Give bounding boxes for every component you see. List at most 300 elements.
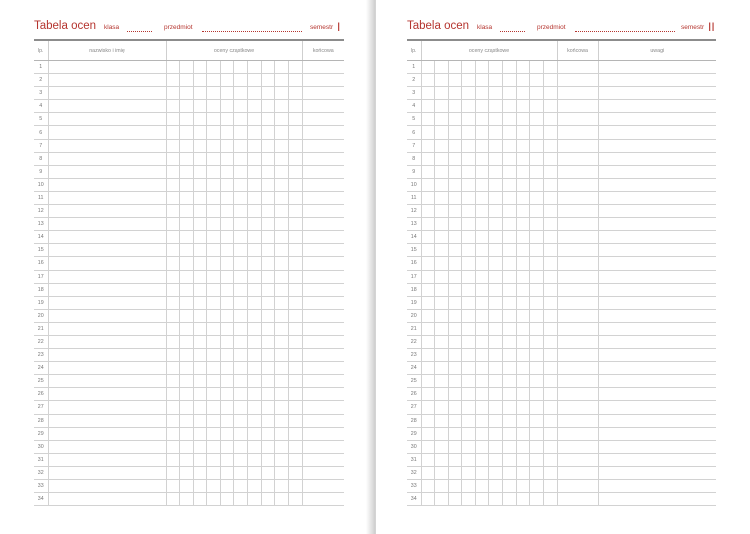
entry-cell[interactable]	[288, 335, 302, 348]
entry-cell[interactable]	[288, 309, 302, 322]
entry-cell[interactable]	[448, 257, 462, 270]
entry-cell[interactable]	[462, 257, 476, 270]
entry-cell[interactable]	[248, 244, 262, 257]
entry-cell[interactable]	[421, 61, 435, 74]
entry-cell[interactable]	[193, 322, 207, 335]
entry-cell[interactable]	[166, 178, 180, 191]
entry-cell[interactable]	[180, 427, 194, 440]
entry-cell[interactable]	[207, 427, 221, 440]
entry-cell[interactable]	[557, 440, 598, 453]
entry-cell[interactable]	[248, 440, 262, 453]
entry-cell[interactable]	[598, 126, 716, 139]
entry-cell[interactable]	[435, 296, 449, 309]
entry-cell[interactable]	[543, 178, 557, 191]
entry-cell[interactable]	[448, 113, 462, 126]
entry-cell[interactable]	[220, 309, 234, 322]
entry-cell[interactable]	[503, 61, 517, 74]
entry-cell[interactable]	[275, 244, 289, 257]
entry-cell[interactable]	[288, 493, 302, 506]
entry-cell[interactable]	[503, 270, 517, 283]
entry-cell[interactable]	[180, 283, 194, 296]
entry-cell[interactable]	[421, 349, 435, 362]
entry-cell[interactable]	[248, 349, 262, 362]
entry-cell[interactable]	[261, 335, 275, 348]
entry-cell[interactable]	[421, 218, 435, 231]
entry-cell[interactable]	[462, 113, 476, 126]
entry-cell[interactable]	[166, 74, 180, 87]
entry-cell[interactable]	[503, 283, 517, 296]
entry-cell[interactable]	[288, 165, 302, 178]
entry-cell[interactable]	[234, 466, 248, 479]
entry-cell[interactable]	[48, 309, 166, 322]
entry-cell[interactable]	[489, 100, 503, 113]
entry-cell[interactable]	[166, 349, 180, 362]
entry-cell[interactable]	[475, 414, 489, 427]
entry-cell[interactable]	[302, 244, 344, 257]
entry-cell[interactable]	[598, 480, 716, 493]
entry-cell[interactable]	[48, 218, 166, 231]
entry-cell[interactable]	[598, 401, 716, 414]
entry-cell[interactable]	[543, 309, 557, 322]
entry-cell[interactable]	[516, 309, 530, 322]
entry-cell[interactable]	[275, 296, 289, 309]
entry-cell[interactable]	[180, 231, 194, 244]
entry-cell[interactable]	[48, 113, 166, 126]
entry-cell[interactable]	[234, 257, 248, 270]
entry-cell[interactable]	[234, 296, 248, 309]
entry-cell[interactable]	[530, 349, 544, 362]
entry-cell[interactable]	[448, 283, 462, 296]
entry-cell[interactable]	[475, 362, 489, 375]
entry-cell[interactable]	[530, 335, 544, 348]
entry-cell[interactable]	[489, 440, 503, 453]
entry-cell[interactable]	[248, 427, 262, 440]
entry-cell[interactable]	[516, 126, 530, 139]
entry-cell[interactable]	[516, 414, 530, 427]
entry-cell[interactable]	[462, 453, 476, 466]
entry-cell[interactable]	[543, 113, 557, 126]
entry-cell[interactable]	[166, 61, 180, 74]
entry-cell[interactable]	[220, 178, 234, 191]
entry-cell[interactable]	[421, 335, 435, 348]
entry-cell[interactable]	[475, 205, 489, 218]
entry-cell[interactable]	[448, 493, 462, 506]
entry-cell[interactable]	[248, 375, 262, 388]
entry-cell[interactable]	[489, 296, 503, 309]
entry-cell[interactable]	[530, 74, 544, 87]
entry-cell[interactable]	[275, 205, 289, 218]
entry-cell[interactable]	[275, 191, 289, 204]
entry-cell[interactable]	[275, 335, 289, 348]
entry-cell[interactable]	[489, 74, 503, 87]
entry-cell[interactable]	[220, 61, 234, 74]
entry-cell[interactable]	[516, 440, 530, 453]
entry-cell[interactable]	[180, 375, 194, 388]
entry-cell[interactable]	[557, 244, 598, 257]
entry-cell[interactable]	[180, 270, 194, 283]
entry-cell[interactable]	[220, 453, 234, 466]
entry-cell[interactable]	[220, 388, 234, 401]
entry-cell[interactable]	[207, 257, 221, 270]
entry-cell[interactable]	[516, 191, 530, 204]
entry-cell[interactable]	[261, 349, 275, 362]
entry-cell[interactable]	[193, 283, 207, 296]
entry-cell[interactable]	[530, 480, 544, 493]
entry-cell[interactable]	[448, 362, 462, 375]
entry-cell[interactable]	[275, 231, 289, 244]
entry-cell[interactable]	[248, 453, 262, 466]
entry-cell[interactable]	[530, 152, 544, 165]
entry-cell[interactable]	[503, 362, 517, 375]
entry-cell[interactable]	[248, 152, 262, 165]
entry-cell[interactable]	[207, 480, 221, 493]
entry-cell[interactable]	[166, 126, 180, 139]
entry-cell[interactable]	[516, 231, 530, 244]
entry-cell[interactable]	[302, 453, 344, 466]
entry-cell[interactable]	[598, 388, 716, 401]
entry-cell[interactable]	[275, 322, 289, 335]
entry-cell[interactable]	[421, 139, 435, 152]
entry-cell[interactable]	[598, 375, 716, 388]
entry-cell[interactable]	[475, 244, 489, 257]
entry-cell[interactable]	[275, 388, 289, 401]
entry-cell[interactable]	[421, 74, 435, 87]
entry-cell[interactable]	[421, 113, 435, 126]
entry-cell[interactable]	[220, 375, 234, 388]
entry-cell[interactable]	[302, 152, 344, 165]
entry-cell[interactable]	[166, 375, 180, 388]
entry-cell[interactable]	[193, 87, 207, 100]
entry-cell[interactable]	[421, 178, 435, 191]
entry-cell[interactable]	[234, 401, 248, 414]
entry-cell[interactable]	[166, 322, 180, 335]
entry-cell[interactable]	[288, 440, 302, 453]
entry-cell[interactable]	[543, 375, 557, 388]
entry-cell[interactable]	[234, 113, 248, 126]
entry-cell[interactable]	[261, 100, 275, 113]
entry-cell[interactable]	[234, 362, 248, 375]
entry-cell[interactable]	[448, 270, 462, 283]
entry-cell[interactable]	[530, 244, 544, 257]
entry-cell[interactable]	[475, 139, 489, 152]
entry-cell[interactable]	[275, 257, 289, 270]
entry-cell[interactable]	[48, 139, 166, 152]
entry-cell[interactable]	[557, 362, 598, 375]
entry-cell[interactable]	[48, 480, 166, 493]
entry-cell[interactable]	[180, 152, 194, 165]
entry-cell[interactable]	[288, 231, 302, 244]
entry-cell[interactable]	[475, 257, 489, 270]
entry-cell[interactable]	[435, 126, 449, 139]
entry-cell[interactable]	[261, 61, 275, 74]
entry-cell[interactable]	[598, 87, 716, 100]
entry-cell[interactable]	[530, 270, 544, 283]
entry-cell[interactable]	[248, 401, 262, 414]
entry-cell[interactable]	[193, 335, 207, 348]
entry-cell[interactable]	[166, 493, 180, 506]
entry-cell[interactable]	[448, 466, 462, 479]
entry-cell[interactable]	[435, 100, 449, 113]
entry-cell[interactable]	[220, 414, 234, 427]
entry-cell[interactable]	[475, 152, 489, 165]
entry-cell[interactable]	[220, 335, 234, 348]
entry-cell[interactable]	[220, 270, 234, 283]
entry-cell[interactable]	[261, 375, 275, 388]
entry-cell[interactable]	[421, 493, 435, 506]
entry-cell[interactable]	[557, 480, 598, 493]
entry-cell[interactable]	[435, 205, 449, 218]
entry-cell[interactable]	[557, 270, 598, 283]
entry-cell[interactable]	[193, 401, 207, 414]
entry-cell[interactable]	[275, 349, 289, 362]
entry-cell[interactable]	[248, 218, 262, 231]
entry-cell[interactable]	[180, 440, 194, 453]
entry-cell[interactable]	[261, 231, 275, 244]
entry-cell[interactable]	[448, 126, 462, 139]
entry-cell[interactable]	[503, 126, 517, 139]
entry-cell[interactable]	[435, 466, 449, 479]
entry-cell[interactable]	[180, 191, 194, 204]
entry-cell[interactable]	[489, 362, 503, 375]
entry-cell[interactable]	[448, 87, 462, 100]
entry-cell[interactable]	[261, 427, 275, 440]
entry-cell[interactable]	[475, 440, 489, 453]
entry-cell[interactable]	[48, 178, 166, 191]
entry-cell[interactable]	[234, 165, 248, 178]
entry-cell[interactable]	[448, 152, 462, 165]
entry-cell[interactable]	[207, 362, 221, 375]
entry-cell[interactable]	[489, 375, 503, 388]
entry-cell[interactable]	[275, 309, 289, 322]
entry-cell[interactable]	[489, 87, 503, 100]
entry-cell[interactable]	[557, 453, 598, 466]
entry-cell[interactable]	[234, 388, 248, 401]
entry-cell[interactable]	[220, 205, 234, 218]
entry-cell[interactable]	[503, 191, 517, 204]
entry-cell[interactable]	[288, 152, 302, 165]
entry-cell[interactable]	[530, 388, 544, 401]
entry-cell[interactable]	[489, 309, 503, 322]
entry-cell[interactable]	[248, 335, 262, 348]
entry-cell[interactable]	[489, 427, 503, 440]
entry-cell[interactable]	[462, 244, 476, 257]
entry-cell[interactable]	[180, 466, 194, 479]
entry-cell[interactable]	[207, 113, 221, 126]
entry-cell[interactable]	[462, 270, 476, 283]
entry-cell[interactable]	[48, 191, 166, 204]
entry-cell[interactable]	[475, 283, 489, 296]
entry-cell[interactable]	[598, 309, 716, 322]
entry-cell[interactable]	[448, 335, 462, 348]
entry-cell[interactable]	[435, 87, 449, 100]
entry-cell[interactable]	[193, 152, 207, 165]
entry-cell[interactable]	[180, 453, 194, 466]
entry-cell[interactable]	[220, 440, 234, 453]
entry-cell[interactable]	[421, 152, 435, 165]
entry-cell[interactable]	[598, 440, 716, 453]
entry-cell[interactable]	[248, 113, 262, 126]
entry-cell[interactable]	[166, 191, 180, 204]
entry-cell[interactable]	[288, 257, 302, 270]
entry-cell[interactable]	[48, 375, 166, 388]
entry-cell[interactable]	[475, 493, 489, 506]
entry-cell[interactable]	[489, 126, 503, 139]
entry-cell[interactable]	[543, 87, 557, 100]
entry-cell[interactable]	[516, 74, 530, 87]
entry-cell[interactable]	[48, 335, 166, 348]
entry-cell[interactable]	[543, 257, 557, 270]
entry-cell[interactable]	[475, 270, 489, 283]
entry-cell[interactable]	[475, 113, 489, 126]
entry-cell[interactable]	[462, 362, 476, 375]
entry-cell[interactable]	[302, 205, 344, 218]
entry-cell[interactable]	[193, 493, 207, 506]
entry-cell[interactable]	[543, 493, 557, 506]
entry-cell[interactable]	[503, 87, 517, 100]
entry-cell[interactable]	[503, 349, 517, 362]
entry-cell[interactable]	[530, 100, 544, 113]
entry-cell[interactable]	[275, 440, 289, 453]
entry-cell[interactable]	[557, 152, 598, 165]
entry-cell[interactable]	[462, 231, 476, 244]
entry-cell[interactable]	[180, 388, 194, 401]
entry-cell[interactable]	[530, 453, 544, 466]
entry-cell[interactable]	[543, 165, 557, 178]
entry-cell[interactable]	[193, 178, 207, 191]
entry-cell[interactable]	[530, 205, 544, 218]
entry-cell[interactable]	[166, 139, 180, 152]
entry-cell[interactable]	[193, 205, 207, 218]
entry-cell[interactable]	[475, 87, 489, 100]
entry-cell[interactable]	[475, 191, 489, 204]
entry-cell[interactable]	[275, 453, 289, 466]
entry-cell[interactable]	[543, 100, 557, 113]
entry-cell[interactable]	[489, 231, 503, 244]
entry-cell[interactable]	[503, 440, 517, 453]
entry-cell[interactable]	[598, 453, 716, 466]
entry-cell[interactable]	[557, 218, 598, 231]
entry-cell[interactable]	[166, 427, 180, 440]
entry-cell[interactable]	[207, 375, 221, 388]
entry-cell[interactable]	[516, 165, 530, 178]
entry-cell[interactable]	[530, 139, 544, 152]
entry-cell[interactable]	[234, 152, 248, 165]
entry-cell[interactable]	[166, 401, 180, 414]
entry-cell[interactable]	[234, 126, 248, 139]
entry-cell[interactable]	[448, 309, 462, 322]
entry-cell[interactable]	[503, 335, 517, 348]
entry-cell[interactable]	[462, 414, 476, 427]
entry-cell[interactable]	[462, 401, 476, 414]
entry-cell[interactable]	[248, 480, 262, 493]
entry-cell[interactable]	[48, 296, 166, 309]
entry-cell[interactable]	[543, 440, 557, 453]
entry-cell[interactable]	[180, 349, 194, 362]
entry-cell[interactable]	[503, 205, 517, 218]
entry-cell[interactable]	[207, 414, 221, 427]
entry-cell[interactable]	[516, 113, 530, 126]
entry-cell[interactable]	[462, 74, 476, 87]
entry-cell[interactable]	[275, 270, 289, 283]
entry-cell[interactable]	[193, 440, 207, 453]
entry-cell[interactable]	[207, 218, 221, 231]
entry-cell[interactable]	[543, 466, 557, 479]
entry-cell[interactable]	[234, 283, 248, 296]
entry-cell[interactable]	[435, 74, 449, 87]
entry-cell[interactable]	[557, 165, 598, 178]
entry-cell[interactable]	[234, 480, 248, 493]
entry-cell[interactable]	[598, 178, 716, 191]
entry-cell[interactable]	[503, 375, 517, 388]
entry-cell[interactable]	[166, 296, 180, 309]
entry-cell[interactable]	[220, 87, 234, 100]
entry-cell[interactable]	[435, 139, 449, 152]
entry-cell[interactable]	[462, 440, 476, 453]
entry-cell[interactable]	[220, 401, 234, 414]
entry-cell[interactable]	[193, 453, 207, 466]
entry-cell[interactable]	[248, 309, 262, 322]
entry-cell[interactable]	[220, 362, 234, 375]
entry-cell[interactable]	[193, 113, 207, 126]
entry-cell[interactable]	[489, 113, 503, 126]
entry-cell[interactable]	[48, 283, 166, 296]
entry-cell[interactable]	[166, 414, 180, 427]
entry-cell[interactable]	[275, 283, 289, 296]
entry-cell[interactable]	[234, 349, 248, 362]
entry-cell[interactable]	[421, 480, 435, 493]
entry-cell[interactable]	[462, 296, 476, 309]
entry-cell[interactable]	[475, 322, 489, 335]
entry-cell[interactable]	[193, 61, 207, 74]
entry-cell[interactable]	[302, 165, 344, 178]
entry-cell[interactable]	[516, 375, 530, 388]
entry-cell[interactable]	[598, 231, 716, 244]
entry-cell[interactable]	[543, 322, 557, 335]
entry-cell[interactable]	[180, 205, 194, 218]
entry-cell[interactable]	[193, 296, 207, 309]
entry-cell[interactable]	[516, 335, 530, 348]
entry-cell[interactable]	[557, 335, 598, 348]
entry-cell[interactable]	[275, 139, 289, 152]
entry-cell[interactable]	[248, 139, 262, 152]
entry-cell[interactable]	[598, 74, 716, 87]
entry-cell[interactable]	[275, 218, 289, 231]
entry-cell[interactable]	[180, 218, 194, 231]
entry-cell[interactable]	[220, 349, 234, 362]
entry-cell[interactable]	[220, 74, 234, 87]
entry-cell[interactable]	[288, 113, 302, 126]
entry-cell[interactable]	[302, 349, 344, 362]
entry-cell[interactable]	[435, 61, 449, 74]
entry-cell[interactable]	[234, 191, 248, 204]
entry-cell[interactable]	[302, 270, 344, 283]
entry-cell[interactable]	[166, 113, 180, 126]
entry-cell[interactable]	[234, 440, 248, 453]
entry-cell[interactable]	[543, 362, 557, 375]
entry-cell[interactable]	[48, 427, 166, 440]
entry-cell[interactable]	[503, 178, 517, 191]
entry-cell[interactable]	[598, 296, 716, 309]
entry-cell[interactable]	[462, 218, 476, 231]
entry-cell[interactable]	[302, 126, 344, 139]
entry-cell[interactable]	[261, 401, 275, 414]
entry-cell[interactable]	[261, 296, 275, 309]
entry-cell[interactable]	[503, 113, 517, 126]
entry-cell[interactable]	[302, 178, 344, 191]
entry-cell[interactable]	[475, 388, 489, 401]
entry-cell[interactable]	[302, 493, 344, 506]
entry-cell[interactable]	[530, 309, 544, 322]
